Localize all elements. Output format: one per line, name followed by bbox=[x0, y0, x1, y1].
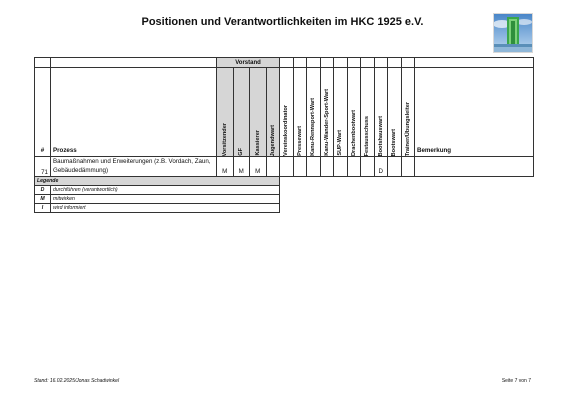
role-header-kanu-rennsport-wart: Kanu-Rennsport-Wart bbox=[307, 68, 321, 157]
mark-cell bbox=[293, 157, 307, 177]
legend-item bbox=[35, 204, 534, 213]
column-header-num: # bbox=[35, 68, 51, 157]
mark-cell: M bbox=[250, 157, 267, 177]
footer-stand: Stand: 16.02.2025/Jonas Schadwinkel bbox=[34, 378, 120, 384]
responsibility-table bbox=[34, 57, 534, 213]
legend-title-row bbox=[35, 177, 534, 186]
row-remark bbox=[415, 157, 534, 177]
mark-cell: D bbox=[374, 157, 388, 177]
legend-key: I bbox=[35, 204, 51, 213]
role-header-vereinskoordinator: Vereinskoordinator bbox=[280, 68, 294, 157]
legend-key: M bbox=[35, 195, 51, 204]
role-header-kanu-wander-sport-wart: Kanu-Wander-Sport-Wart bbox=[320, 68, 334, 157]
row-process: Baumaßnahmen und Erweiterungen (z.B. Vordach, Zaun, Gebäudedämmung) bbox=[51, 157, 217, 177]
column-header-remark: Bemerkung bbox=[415, 68, 534, 157]
top-left-blank-process bbox=[51, 58, 217, 68]
mark-cell bbox=[266, 157, 280, 177]
mark-cell bbox=[401, 157, 415, 177]
page-title: Positionen und Verantwortlichkeiten im HKC 1925 e.V. bbox=[141, 16, 424, 28]
mark-cell bbox=[347, 157, 361, 177]
legend-text: mitwirken bbox=[51, 195, 280, 204]
legend-item bbox=[35, 186, 534, 195]
legend-title: Legende bbox=[35, 177, 280, 186]
mark-cell bbox=[334, 157, 348, 177]
row-num: 71 bbox=[35, 157, 51, 177]
role-header-kassierer: Kassierer bbox=[250, 68, 267, 157]
role-header-trainer-uebungsleiter: Trainer/Übungsleiter bbox=[401, 68, 415, 157]
mark-cell: M bbox=[233, 157, 250, 177]
legend-text: durchführen (verantwortlich) bbox=[51, 186, 280, 195]
column-header-process: Prozess bbox=[51, 68, 217, 157]
role-header-vorsitzender: Vorsitzender bbox=[217, 68, 234, 157]
role-header-bootshauswart: Bootshauswart bbox=[374, 68, 388, 157]
role-header-festausschuss: Festausschuss bbox=[361, 68, 375, 157]
mark-cell bbox=[320, 157, 334, 177]
mark-cell: M bbox=[217, 157, 234, 177]
mark-cell bbox=[361, 157, 375, 177]
legend-text: wird informiert bbox=[51, 204, 280, 213]
mark-cell bbox=[388, 157, 402, 177]
top-left-blank-num bbox=[35, 58, 51, 68]
role-header-bootswart: Bootswart bbox=[388, 68, 402, 157]
table-row bbox=[35, 157, 534, 177]
club-logo bbox=[493, 13, 533, 53]
role-header-drachenbootwart: Drachenbootwart bbox=[347, 68, 361, 157]
role-header-sup-wart: SUP-Wart bbox=[334, 68, 348, 157]
mark-cell bbox=[280, 157, 294, 177]
mark-cell bbox=[307, 157, 321, 177]
legend-item bbox=[35, 195, 534, 204]
footer-page-number: Seite 7 von 7 bbox=[501, 378, 531, 384]
vorstand-group-header: Vorstand bbox=[217, 58, 280, 68]
legend-key: D bbox=[35, 186, 51, 195]
role-header-gf: GF bbox=[233, 68, 250, 157]
role-header-pressewart: Pressewart bbox=[293, 68, 307, 157]
role-header-jugendwart: Jugendwart bbox=[266, 68, 280, 157]
